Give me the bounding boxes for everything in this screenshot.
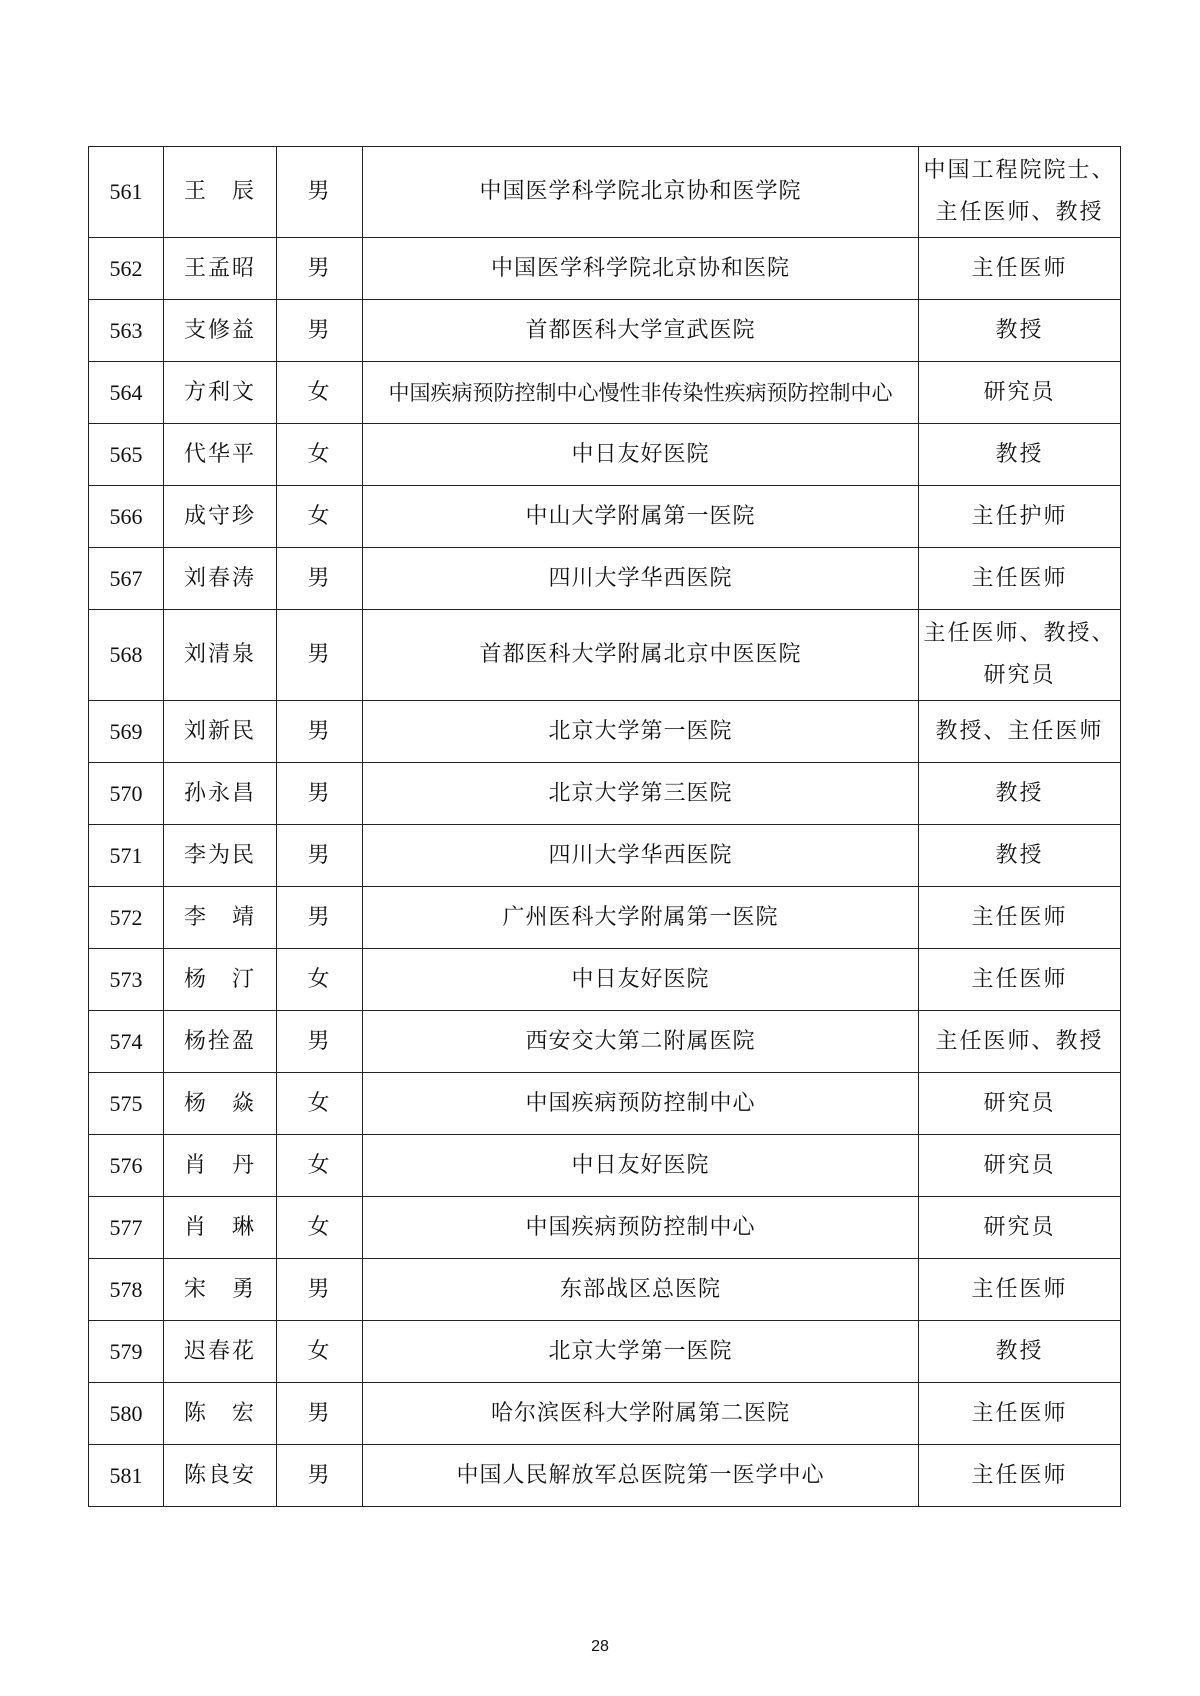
person-name: 杨 焱 <box>164 1073 277 1135</box>
institution: 四川大学华西医院 <box>363 825 919 887</box>
professional-title: 教授 <box>919 424 1121 486</box>
professional-title: 主任医师 <box>919 548 1121 610</box>
table-row <box>89 238 1121 300</box>
professional-title: 研究员 <box>919 1073 1121 1135</box>
person-name: 肖 琳 <box>164 1197 277 1259</box>
institution: 中山大学附属第一医院 <box>363 486 919 548</box>
professional-title: 主任医师 <box>919 887 1121 949</box>
person-name: 陈 宏 <box>164 1383 277 1445</box>
row-number: 569 <box>89 701 164 763</box>
gender: 女 <box>277 362 363 424</box>
row-number: 576 <box>89 1135 164 1197</box>
institution: 中国疾病预防控制中心慢性非传染性疾病预防控制中心 <box>363 362 919 424</box>
institution: 哈尔滨医科大学附属第二医院 <box>363 1383 919 1445</box>
table-row <box>89 1073 1121 1135</box>
table-row <box>89 1135 1121 1197</box>
institution: 中日友好医院 <box>363 1135 919 1197</box>
gender: 男 <box>277 1383 363 1445</box>
gender: 女 <box>277 1321 363 1383</box>
professional-title: 主任医师 <box>919 238 1121 300</box>
table-row <box>89 1011 1121 1073</box>
row-number: 577 <box>89 1197 164 1259</box>
person-name: 李 靖 <box>164 887 277 949</box>
institution: 北京大学第一医院 <box>363 701 919 763</box>
gender: 男 <box>277 1259 363 1321</box>
person-name: 支修益 <box>164 300 277 362</box>
institution: 中国疾病预防控制中心 <box>363 1073 919 1135</box>
person-name: 王孟昭 <box>164 238 277 300</box>
person-name: 陈良安 <box>164 1445 277 1507</box>
table-row <box>89 486 1121 548</box>
institution: 北京大学第一医院 <box>363 1321 919 1383</box>
professional-title: 教授 <box>919 763 1121 825</box>
gender: 男 <box>277 610 363 701</box>
person-name: 代华平 <box>164 424 277 486</box>
professional-title: 教授 <box>919 300 1121 362</box>
institution: 中国医学科学院北京协和医院 <box>363 238 919 300</box>
person-name: 肖 丹 <box>164 1135 277 1197</box>
table-row <box>89 701 1121 763</box>
institution: 中国人民解放军总医院第一医学中心 <box>363 1445 919 1507</box>
professional-title: 研究员 <box>919 1135 1121 1197</box>
table-row <box>89 763 1121 825</box>
table-row <box>89 1197 1121 1259</box>
row-number: 579 <box>89 1321 164 1383</box>
table-row <box>89 147 1121 238</box>
row-number: 572 <box>89 887 164 949</box>
person-name: 孙永昌 <box>164 763 277 825</box>
professional-title: 主任医师、教授、 研究员 <box>919 610 1121 701</box>
person-name: 刘新民 <box>164 701 277 763</box>
table-row <box>89 825 1121 887</box>
row-number: 581 <box>89 1445 164 1507</box>
gender: 男 <box>277 548 363 610</box>
row-number: 580 <box>89 1383 164 1445</box>
gender: 女 <box>277 1197 363 1259</box>
table-row <box>89 424 1121 486</box>
gender: 男 <box>277 238 363 300</box>
institution: 中国疾病预防控制中心 <box>363 1197 919 1259</box>
gender: 男 <box>277 887 363 949</box>
row-number: 564 <box>89 362 164 424</box>
person-name: 方利文 <box>164 362 277 424</box>
row-number: 575 <box>89 1073 164 1135</box>
professional-title: 研究员 <box>919 1197 1121 1259</box>
institution: 广州医科大学附属第一医院 <box>363 887 919 949</box>
row-number: 565 <box>89 424 164 486</box>
institution: 首都医科大学附属北京中医医院 <box>363 610 919 701</box>
gender: 女 <box>277 1073 363 1135</box>
table-row <box>89 610 1121 701</box>
table-row <box>89 1321 1121 1383</box>
table-row <box>89 548 1121 610</box>
person-name: 刘春涛 <box>164 548 277 610</box>
table-row <box>89 300 1121 362</box>
row-number: 571 <box>89 825 164 887</box>
roster-table <box>88 146 1121 1507</box>
row-number: 563 <box>89 300 164 362</box>
gender: 女 <box>277 949 363 1011</box>
row-number: 562 <box>89 238 164 300</box>
row-number: 561 <box>89 147 164 238</box>
gender: 女 <box>277 424 363 486</box>
table-row <box>89 362 1121 424</box>
table-row <box>89 887 1121 949</box>
gender: 男 <box>277 701 363 763</box>
professional-title: 教授 <box>919 825 1121 887</box>
person-name: 杨拴盈 <box>164 1011 277 1073</box>
row-number: 574 <box>89 1011 164 1073</box>
professional-title: 主任护师 <box>919 486 1121 548</box>
person-name: 刘清泉 <box>164 610 277 701</box>
institution: 四川大学华西医院 <box>363 548 919 610</box>
row-number: 566 <box>89 486 164 548</box>
page-number: 28 <box>591 1638 609 1655</box>
person-name: 王 辰 <box>164 147 277 238</box>
person-name: 杨 汀 <box>164 949 277 1011</box>
gender: 男 <box>277 147 363 238</box>
gender: 男 <box>277 763 363 825</box>
professional-title: 主任医师 <box>919 1383 1121 1445</box>
professional-title: 研究员 <box>919 362 1121 424</box>
person-name: 宋 勇 <box>164 1259 277 1321</box>
row-number: 570 <box>89 763 164 825</box>
institution: 中日友好医院 <box>363 949 919 1011</box>
institution: 西安交大第二附属医院 <box>363 1011 919 1073</box>
table-row <box>89 1383 1121 1445</box>
professional-title: 教授 <box>919 1321 1121 1383</box>
table-row <box>89 1445 1121 1507</box>
roster-body <box>89 147 1121 1507</box>
professional-title: 主任医师 <box>919 1259 1121 1321</box>
gender: 男 <box>277 825 363 887</box>
gender: 女 <box>277 486 363 548</box>
institution: 东部战区总医院 <box>363 1259 919 1321</box>
institution: 中日友好医院 <box>363 424 919 486</box>
row-number: 578 <box>89 1259 164 1321</box>
institution: 北京大学第三医院 <box>363 763 919 825</box>
table-row <box>89 949 1121 1011</box>
institution: 中国医学科学院北京协和医学院 <box>363 147 919 238</box>
professional-title: 主任医师 <box>919 1445 1121 1507</box>
row-number: 573 <box>89 949 164 1011</box>
table-row <box>89 1259 1121 1321</box>
gender: 男 <box>277 1445 363 1507</box>
gender: 男 <box>277 300 363 362</box>
gender: 男 <box>277 1011 363 1073</box>
gender: 女 <box>277 1135 363 1197</box>
person-name: 成守珍 <box>164 486 277 548</box>
professional-title: 中国工程院院士、 主任医师、教授 <box>919 147 1121 238</box>
person-name: 迟春花 <box>164 1321 277 1383</box>
professional-title: 教授、主任医师 <box>919 701 1121 763</box>
row-number: 567 <box>89 548 164 610</box>
professional-title: 主任医师、教授 <box>919 1011 1121 1073</box>
person-name: 李为民 <box>164 825 277 887</box>
institution: 首都医科大学宣武医院 <box>363 300 919 362</box>
row-number: 568 <box>89 610 164 701</box>
professional-title: 主任医师 <box>919 949 1121 1011</box>
